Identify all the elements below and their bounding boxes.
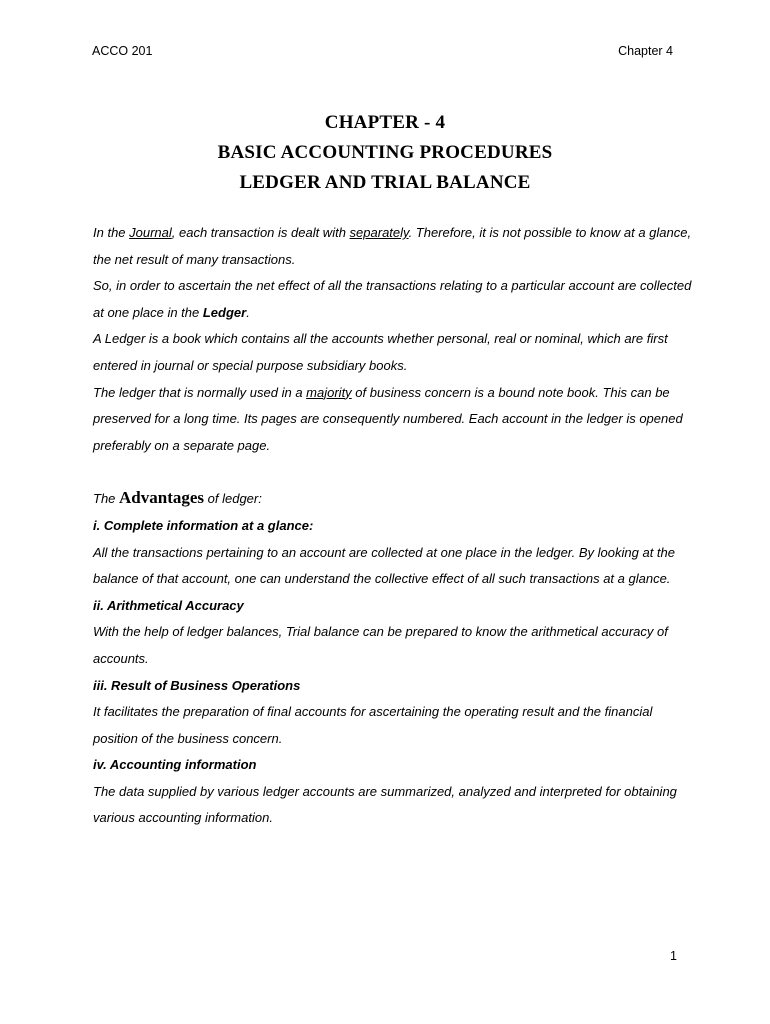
text-run: , each transaction is dealt with — [171, 225, 350, 240]
header-course-code: ACCO 201 — [92, 44, 153, 58]
text-run: . — [246, 304, 250, 320]
text-run: of business concern is a bound note book. This can be preserved for a long time. Its pages are consequently numbered. Each account in the ledger is opened preferably on a separate page. — [93, 384, 683, 453]
title-topic: BASIC ACCOUNTING PROCEDURES — [217, 142, 553, 163]
advantages-word: Advantages — [119, 488, 205, 508]
title-subtopic: LEDGER AND TRIAL BALANCE — [239, 172, 531, 193]
underlined-journal: Journal — [129, 225, 172, 240]
text-run: The ledger that is normally used in a — [93, 384, 307, 400]
text-run: In the — [93, 225, 130, 240]
item-text: With the help of ledger balances, Trial balance can be prepared to know the arithmetical accuracy of accounts. — [93, 624, 668, 666]
title-chapter-number: CHAPTER - 4 — [324, 112, 446, 133]
bold-ledger: Ledger — [202, 304, 247, 320]
item-heading: iii. Result of Business Operations — [93, 677, 301, 693]
text-run: So, in order to ascertain the net effect of all the transactions relating to a particular account are collected at one place in the — [93, 278, 692, 320]
item-text: It facilitates the preparation of final accounts for ascertaining the operating result and the financial position of the business concern. — [93, 704, 653, 746]
item-heading: i. Complete information at a glance: — [93, 517, 314, 533]
item-heading: ii. Arithmetical Accuracy — [93, 597, 244, 613]
underlined-majority: majority — [306, 384, 352, 400]
advantages-heading — [93, 485, 693, 513]
text-run: of ledger: — [204, 491, 262, 507]
paragraph-journal — [93, 220, 693, 273]
header-chapter: Chapter 4 — [618, 44, 673, 58]
paragraph-ledger-purpose — [93, 273, 693, 326]
item-text: All the transactions pertaining to an account are collected at one place in the ledger. By looking at the balance of that account, one can understand the collective effect of all such transactions at a glance. — [93, 544, 675, 587]
text-run: . Therefore, it is not possible to know at a glance, the net result of many transactions. — [93, 225, 692, 267]
document-body — [93, 220, 693, 832]
item-heading: iv. Accounting information — [93, 757, 257, 773]
spacer — [93, 459, 693, 485]
paragraph-ledger-definition: A Ledger is a book which contains all the accounts whether personal, real or nominal, which are first entered in journal or special purpose subsidiary books. — [93, 331, 668, 373]
paragraph-ledger-usage — [93, 380, 693, 460]
chapter-title — [0, 108, 770, 198]
item-text: The data supplied by various ledger accounts are summarized, analyzed and interpreted for obtaining various accounting information. — [93, 783, 677, 826]
page-number: 1 — [670, 949, 677, 963]
text-run: The — [93, 491, 120, 507]
underlined-separately: separately — [349, 225, 409, 240]
